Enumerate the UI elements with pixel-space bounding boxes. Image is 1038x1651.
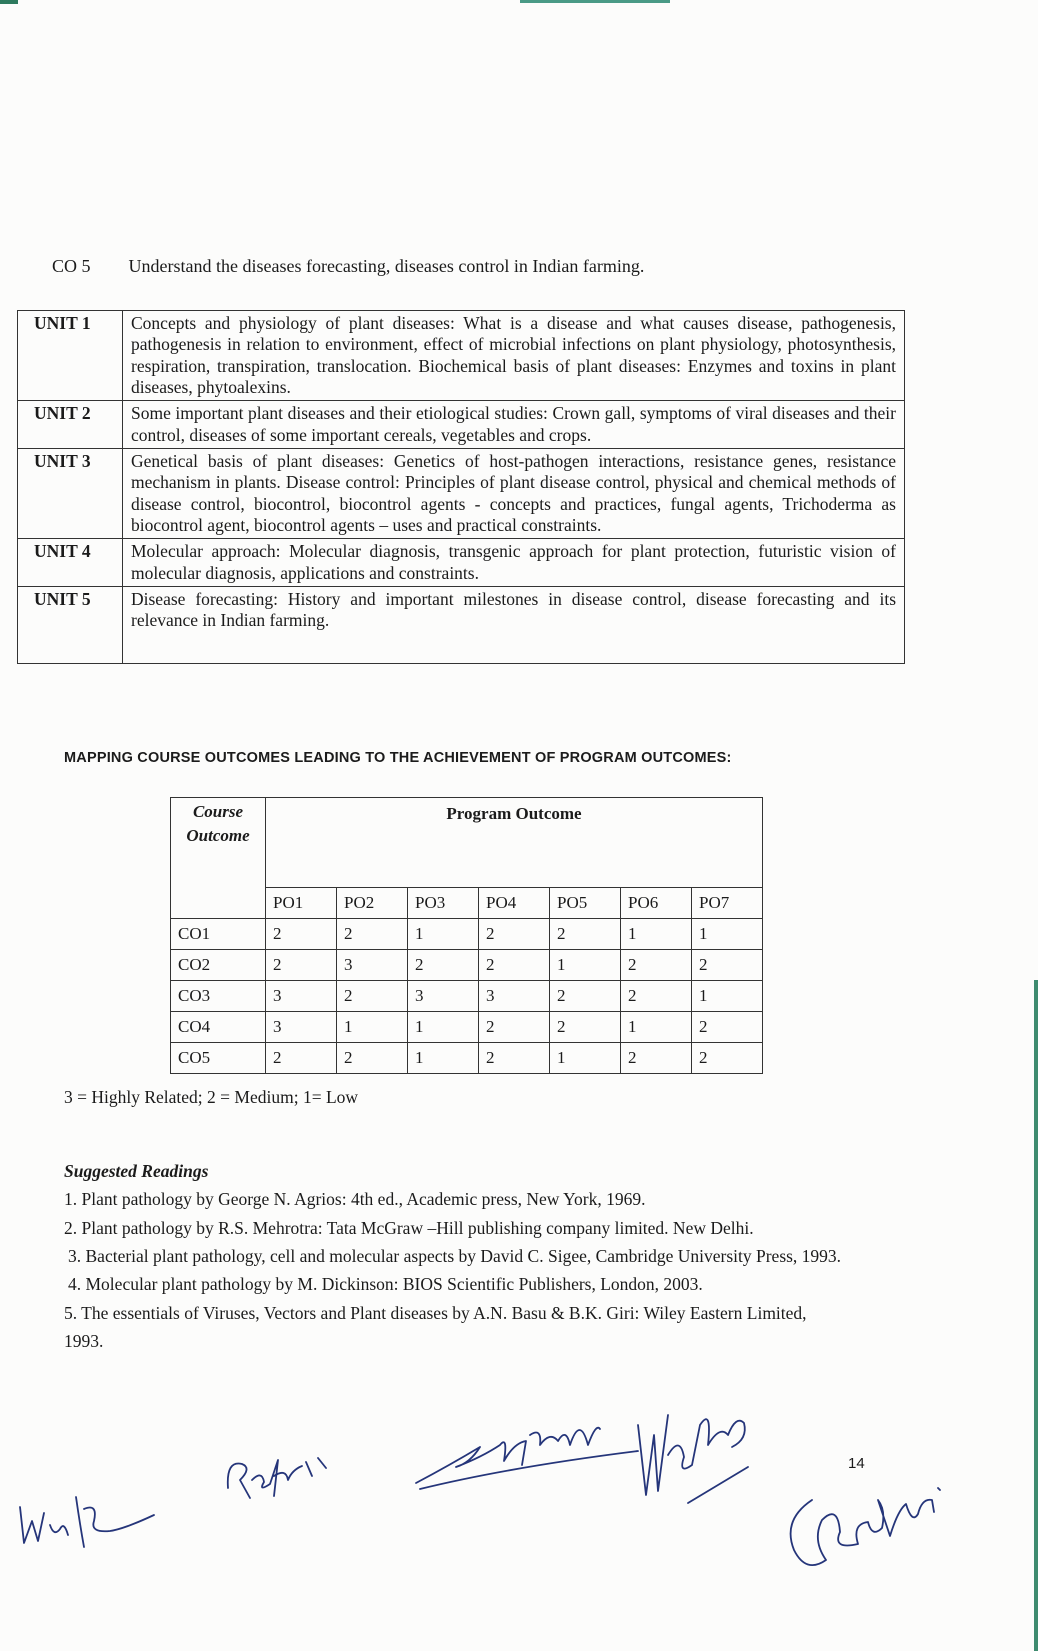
mapping-value-cell: 3 xyxy=(266,981,337,1012)
mapping-heading: MAPPING COURSE OUTCOMES LEADING TO THE ACHIEVEMENT OF PROGRAM OUTCOMES: xyxy=(64,750,732,766)
mapping-value-cell: 2 xyxy=(479,950,550,981)
mapping-value-cell: 2 xyxy=(337,1043,408,1074)
signature-3 xyxy=(410,1405,650,1495)
mapping-row xyxy=(171,1043,763,1074)
mapping-value-cell: 2 xyxy=(550,981,621,1012)
mapping-value-cell: 2 xyxy=(692,1012,763,1043)
po-header-cell: PO5 xyxy=(550,888,621,919)
reading-item: 2. Plant pathology by R.S. Mehrotra: Tata McGraw –Hill publishing company limited. New Delhi. xyxy=(64,1217,754,1238)
mapping-value-cell: 2 xyxy=(692,950,763,981)
course-outcome-header: Course Outcome xyxy=(171,798,266,919)
course-outcome-co5 xyxy=(52,256,644,277)
mapping-value-cell: 3 xyxy=(479,981,550,1012)
mapping-value-cell: 2 xyxy=(337,981,408,1012)
signature-2 xyxy=(222,1440,332,1510)
po-header-cell: PO1 xyxy=(266,888,337,919)
mapping-row xyxy=(171,981,763,1012)
reading-item: 1. Plant pathology by George N. Agrios: 4th ed., Academic press, New York, 1969. xyxy=(64,1189,646,1210)
co5-text: Understand the diseases forecasting, diseases control in Indian farming. xyxy=(128,256,645,276)
mapping-value-cell: 2 xyxy=(550,919,621,950)
po-header-cell: PO3 xyxy=(408,888,479,919)
po-header-cell: PO6 xyxy=(621,888,692,919)
mapping-value-cell: 3 xyxy=(408,981,479,1012)
unit-label: UNIT 4 xyxy=(18,539,123,587)
unit-row xyxy=(18,587,905,664)
unit-description: Genetical basis of plant diseases: Genetics of host-pathogen interactions, resistance genes, resistance mechanism in plants. Disease control: Principles of plant disease control, physical and chemical methods of disease control, biocontrol, biocontrol agents - concepts and practices, fungal agents, Trichoderma as biocontrol agent, biocontrol agents – uses and practical constraints. xyxy=(123,449,905,539)
unit-label: UNIT 2 xyxy=(18,401,123,449)
mapping-value-cell: 1 xyxy=(550,950,621,981)
mapping-value-cell: 1 xyxy=(692,919,763,950)
co-label-cell: CO3 xyxy=(171,981,266,1012)
mapping-value-cell: 2 xyxy=(266,919,337,950)
co-po-mapping-table xyxy=(170,797,763,1074)
reading-item: 5. The essentials of Viruses, Vectors and Plant diseases by A.N. Basu & B.K. Giri: Wiley Eastern Limited, 1993. xyxy=(64,1302,807,1352)
mapping-value-cell: 2 xyxy=(621,981,692,1012)
co5-code: CO 5 xyxy=(52,256,91,276)
mapping-value-cell: 3 xyxy=(337,950,408,981)
po-header-cell: PO2 xyxy=(337,888,408,919)
units-table xyxy=(17,310,905,664)
program-outcome-header: Program Outcome xyxy=(266,798,763,888)
mapping-value-cell: 3 xyxy=(266,1012,337,1043)
unit-description: Concepts and physiology of plant diseases: What is a disease and what causes disease, pathogenesis, pathogenesis in relation to environment, effect of microbial infections on plant physiology, photosynthesis, respiration, transpiration, translocation. Biochemical basis of plant diseases: Enzymes and toxins in plant diseases, phytoalexins. xyxy=(123,311,905,401)
unit-description: Molecular approach: Molecular diagnosis, transgenic approach for plant protection, futuristic vision of molecular diagnosis, applications and constraints. xyxy=(123,539,905,587)
unit-description: Disease forecasting: History and important milestones in disease control, disease forecasting and its relevance in Indian farming. xyxy=(123,587,905,664)
unit-label: UNIT 1 xyxy=(18,311,123,401)
unit-description: Some important plant diseases and their etiological studies: Crown gall, symptoms of viral diseases and their control, diseases of some important cereals, vegetables and crops. xyxy=(123,401,905,449)
mapping-row xyxy=(171,950,763,981)
mapping-value-cell: 1 xyxy=(337,1012,408,1043)
page-edge-mark-top xyxy=(520,0,670,3)
mapping-value-cell: 1 xyxy=(621,1012,692,1043)
mapping-value-cell: 1 xyxy=(408,1012,479,1043)
readings-title: Suggested Readings xyxy=(64,1161,209,1181)
co-label-cell: CO1 xyxy=(171,919,266,950)
page-edge-mark-right xyxy=(1034,980,1038,1651)
mapping-value-cell: 2 xyxy=(479,1043,550,1074)
mapping-value-cell: 2 xyxy=(550,1012,621,1043)
co-label-cell: CO5 xyxy=(171,1043,266,1074)
mapping-value-cell: 2 xyxy=(621,950,692,981)
mapping-value-cell: 1 xyxy=(692,981,763,1012)
reading-item: 4. Molecular plant pathology by M. Dickinson: BIOS Scientific Publishers, London, 2003. xyxy=(68,1274,703,1295)
unit-row xyxy=(18,401,905,449)
po-header-cell: PO4 xyxy=(479,888,550,919)
mapping-value-cell: 2 xyxy=(479,1012,550,1043)
page-number: 14 xyxy=(848,1455,865,1472)
suggested-readings xyxy=(64,1157,844,1355)
unit-row xyxy=(18,311,905,401)
mapping-value-cell: 1 xyxy=(621,919,692,950)
mapping-value-cell: 2 xyxy=(479,919,550,950)
unit-row xyxy=(18,539,905,587)
mapping-value-cell: 2 xyxy=(408,950,479,981)
co-label-cell: CO2 xyxy=(171,950,266,981)
mapping-value-cell: 2 xyxy=(337,919,408,950)
reading-item: 3. Bacterial plant pathology, cell and molecular aspects by David C. Sigee, Cambridge University Press, 1993. xyxy=(68,1246,842,1267)
signature-4 xyxy=(628,1395,768,1515)
mapping-value-cell: 2 xyxy=(621,1043,692,1074)
mapping-value-cell: 2 xyxy=(692,1043,763,1074)
page-edge-mark-top-left xyxy=(0,0,18,4)
signature-1 xyxy=(14,1485,164,1565)
readings-list xyxy=(64,1185,844,1355)
signature-5 xyxy=(782,1440,957,1590)
mapping-value-cell: 2 xyxy=(266,1043,337,1074)
mapping-row xyxy=(171,919,763,950)
unit-label: UNIT 5 xyxy=(18,587,123,664)
unit-label: UNIT 3 xyxy=(18,449,123,539)
mapping-value-cell: 1 xyxy=(408,919,479,950)
mapping-value-cell: 1 xyxy=(550,1043,621,1074)
mapping-legend: 3 = Highly Related; 2 = Medium; 1= Low xyxy=(64,1087,359,1107)
mapping-value-cell: 2 xyxy=(266,950,337,981)
co-label-cell: CO4 xyxy=(171,1012,266,1043)
mapping-header-row xyxy=(171,798,763,888)
mapping-value-cell: 1 xyxy=(408,1043,479,1074)
unit-row xyxy=(18,449,905,539)
po-header-cell: PO7 xyxy=(692,888,763,919)
mapping-row xyxy=(171,1012,763,1043)
